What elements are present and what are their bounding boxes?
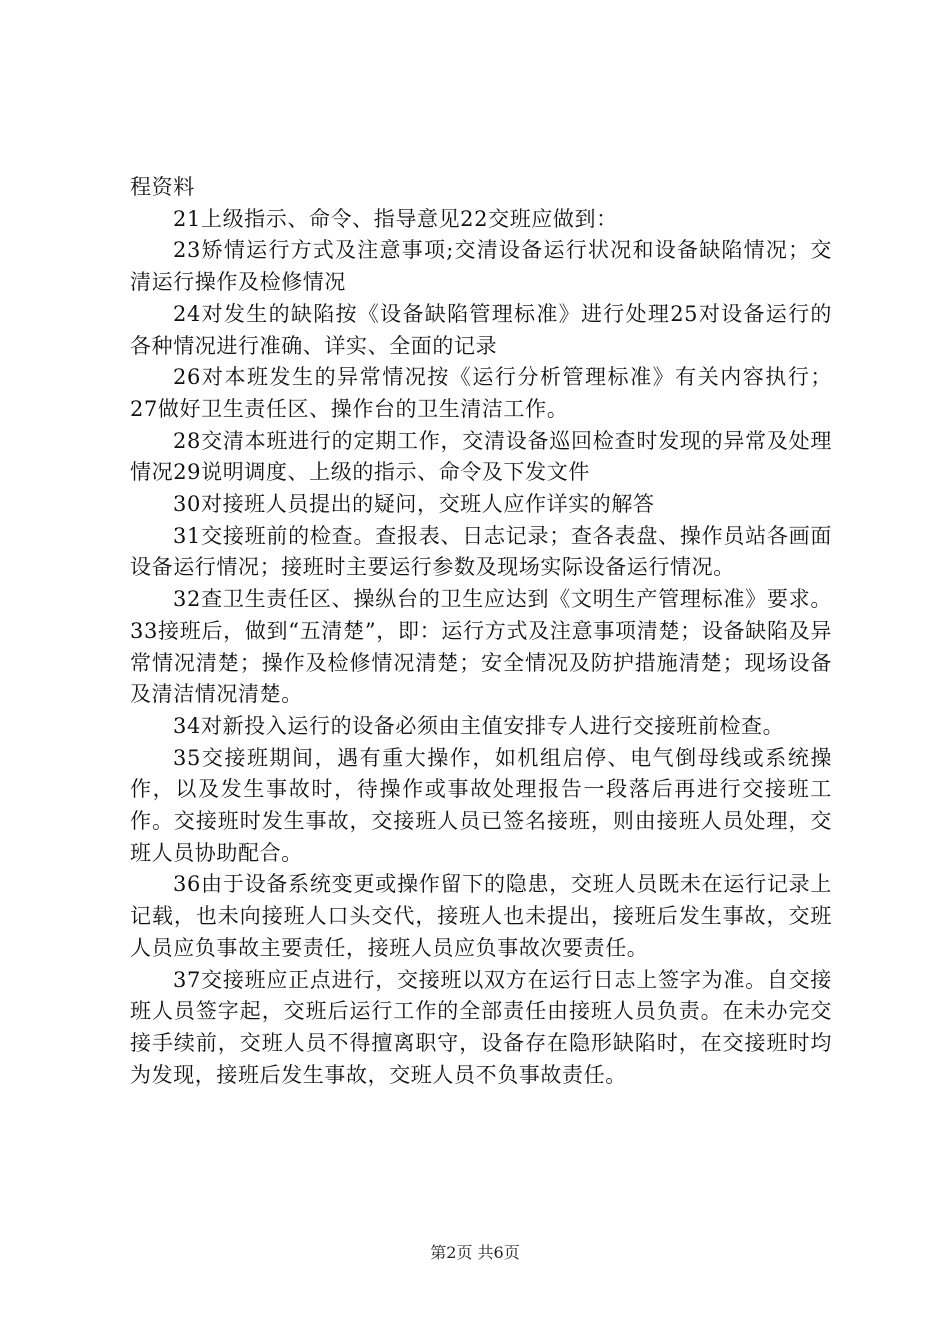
paragraph-23: 23矫情运行方式及注意事项;交清设备运行状况和设备缺陷情况；交清运行操作及检修情况: [130, 238, 832, 295]
paragraph-36: 36由于设备系统变更或操作留下的隐患，交班人员既未在运行记录上记载，也未向接班人口头交代，接班人也未提出，接班后发生事故，交班人员应负事故主要责任，接班人员应负事故次要责任。: [130, 872, 832, 960]
page-number-footer: 第2页 共6页: [430, 1243, 520, 1262]
paragraph-26: 26对本班发生的异常情况按《运行分析管理标准》有关内容执行；27做好卫生责任区、操作台的卫生清洁工作。: [130, 365, 832, 421]
paragraph-30: 30对接班人员提出的疑问，交班人应作详实的解答: [173, 492, 655, 517]
paragraph-continuation: 程资料: [130, 175, 195, 199]
paragraph-28: 28交清本班进行的定期工作，交清设备巡回检查时发现的异常及处理情况29说明调度、上级的指示、命令及下发文件: [130, 428, 832, 485]
paragraph-34: 34对新投入运行的设备必须由主值安排专人进行交接班前检查。: [173, 713, 785, 738]
paragraph-24: 24对发生的缺陷按《设备缺陷管理标准》进行处理25对设备运行的各种情况进行准确、详实、全面的记录: [130, 301, 832, 358]
paragraph-37: 37交接班应正点进行，交接班以双方在运行日志上签字为准。自交接班人员签字起，交班后运行工作的全部责任由接班人员负责。在未办完交接手续前，交班人员不得擅离职守，设备存在隐形缺陷时，在交接班时均为发现，接班后发生事故，交班人员不负事故责任。: [130, 967, 832, 1087]
paragraph-32: 32查卫生责任区、操纵台的卫生应达到《文明生产管理标准》要求。33接班后，做到“五清楚”，即：运行方式及注意事项清楚；设备缺陷及异常情况清楚；操作及检修情况清楚；安全情况及防护措施清楚；现场设备及清洁情况清楚。: [130, 587, 832, 707]
paragraph-21: 21上级指示、命令、指导意见22交班应做到：: [173, 206, 618, 231]
paragraph-35: 35交接班期间，遇有重大操作，如机组启停、电气倒母线或系统操作，以及发生事故时，待操作或事故处理报告一段落后再进行交接班工作。交接班时发生事故，交接班人员已签名接班，则由接班人员处理，交班人员协助配合。: [130, 745, 832, 865]
paragraph-31: 31交接班前的检查。查报表、日志记录；查各表盘、操作员站各画面设备运行情况；接班时主要运行参数及现场实际设备运行情况。: [130, 523, 832, 580]
document-body: [130, 172, 832, 1091]
